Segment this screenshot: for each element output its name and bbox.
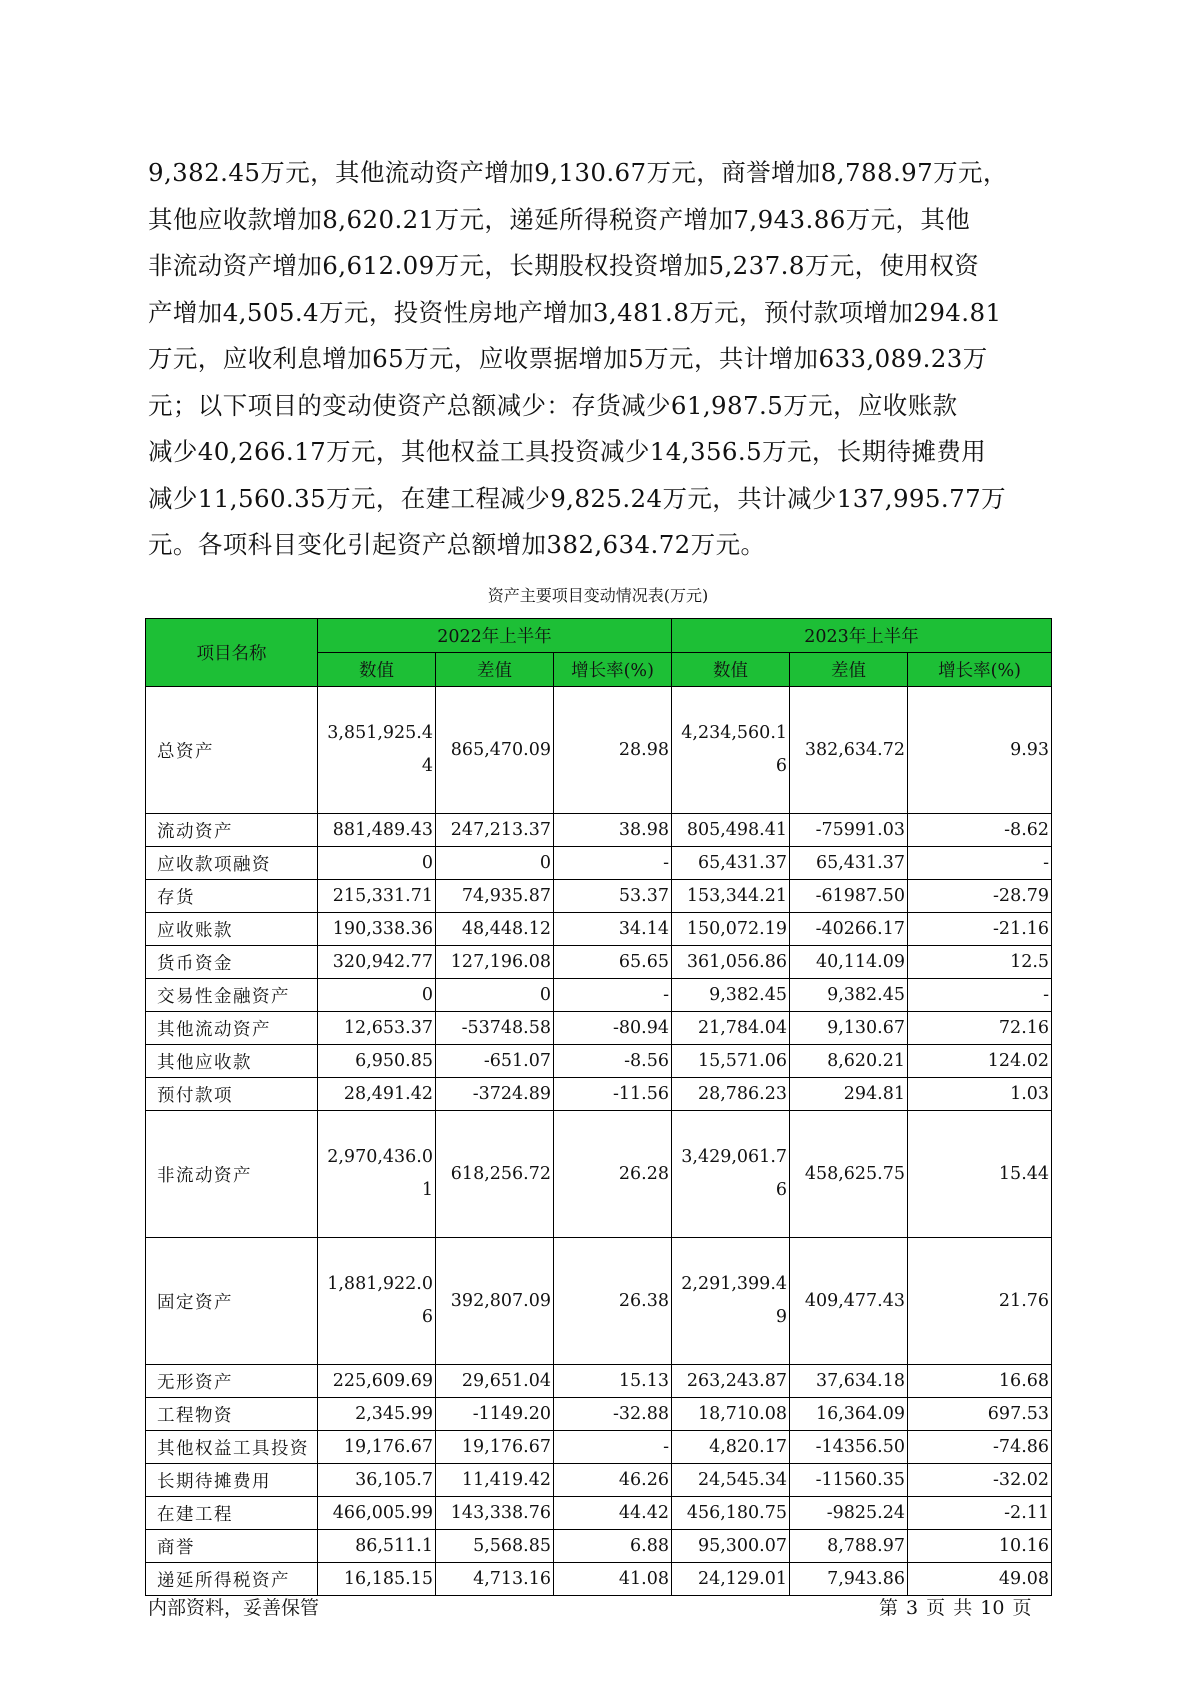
diff-2022-cell: -651.07	[436, 1045, 554, 1078]
rate-2023-cell: -28.79	[908, 880, 1052, 913]
rate-2023-cell: 49.08	[908, 1563, 1052, 1596]
value-2022-cell: 320,942.77	[318, 946, 436, 979]
table-row	[146, 913, 1052, 946]
value-2022-cell: 36,105.7	[318, 1464, 436, 1497]
body-paragraph	[148, 150, 1048, 569]
value-2023-cell: 28,786.23	[672, 1078, 790, 1111]
value-2022-cell: 0	[318, 979, 436, 1012]
rate-2022-cell: 44.42	[554, 1497, 672, 1530]
value-2023-cell: 9,382.45	[672, 979, 790, 1012]
diff-2023-cell: -75991.03	[790, 814, 908, 847]
table-row	[146, 1431, 1052, 1464]
diff-2023-cell: -14356.50	[790, 1431, 908, 1464]
item-name-cell: 总资产	[146, 687, 318, 814]
rate-2023-cell: -	[908, 847, 1052, 880]
item-name-cell: 无形资产	[146, 1365, 318, 1398]
value-2022-cell: 2,970,436.01	[318, 1111, 436, 1238]
diff-header: 差值	[436, 653, 554, 687]
item-name-cell: 工程物资	[146, 1398, 318, 1431]
diff-2023-cell: 294.81	[790, 1078, 908, 1111]
value-2022-cell: 86,511.1	[318, 1530, 436, 1563]
table-row	[146, 1563, 1052, 1596]
diff-2023-cell: 9,382.45	[790, 979, 908, 1012]
diff-2022-cell: -3724.89	[436, 1078, 554, 1111]
paragraph-line: 万元，应收利息增加65万元，应收票据增加5万元，共计增加633,089.23万	[148, 344, 988, 373]
value-2022-cell: 3,851,925.44	[318, 687, 436, 814]
period-2023-header: 2023年上半年	[672, 619, 1052, 653]
value-2023-cell: 21,784.04	[672, 1012, 790, 1045]
diff-2022-cell: 0	[436, 847, 554, 880]
value-2023-cell: 456,180.75	[672, 1497, 790, 1530]
diff-2023-cell: 16,364.09	[790, 1398, 908, 1431]
diff-2023-cell: 382,634.72	[790, 687, 908, 814]
value-2023-cell: 3,429,061.76	[672, 1111, 790, 1238]
value-2022-cell: 881,489.43	[318, 814, 436, 847]
paragraph-line: 元。各项科目变化引起资产总额增加382,634.72万元。	[148, 530, 766, 559]
rate-2022-cell: -80.94	[554, 1012, 672, 1045]
value-2023-cell: 24,545.34	[672, 1464, 790, 1497]
item-name-cell: 交易性金融资产	[146, 979, 318, 1012]
value-2023-cell: 2,291,399.49	[672, 1238, 790, 1365]
rate-2023-cell: 1.03	[908, 1078, 1052, 1111]
diff-2023-cell: -11560.35	[790, 1464, 908, 1497]
diff-2023-cell: 8,788.97	[790, 1530, 908, 1563]
paragraph-line: 9,382.45万元，其他流动资产增加9,130.67万元，商誉增加8,788.97万元，	[148, 158, 1008, 187]
item-name-cell: 货币资金	[146, 946, 318, 979]
item-name-cell: 存货	[146, 880, 318, 913]
footer-page-number: 第 3 页 共 10 页	[879, 1597, 1032, 1619]
rate-2023-cell: -32.02	[908, 1464, 1052, 1497]
diff-2023-cell: -40266.17	[790, 913, 908, 946]
rate-2023-cell: 124.02	[908, 1045, 1052, 1078]
rate-2022-cell: -	[554, 979, 672, 1012]
footer-confidential-note: 内部资料，妥善保管	[148, 1597, 320, 1619]
diff-2022-cell: -53748.58	[436, 1012, 554, 1045]
diff-2022-cell: 48,448.12	[436, 913, 554, 946]
paragraph-line: 非流动资产增加6,612.09万元，长期股权投资增加5,237.8万元，使用权资	[148, 251, 980, 280]
rate-2023-cell: -21.16	[908, 913, 1052, 946]
paragraph-line: 减少40,266.17万元，其他权益工具投资减少14,356.5万元，长期待摊费用	[148, 437, 987, 466]
rate-2023-cell: 10.16	[908, 1530, 1052, 1563]
item-name-cell: 商誉	[146, 1530, 318, 1563]
table-row	[146, 946, 1052, 979]
item-name-cell: 固定资产	[146, 1238, 318, 1365]
diff-2022-cell: 392,807.09	[436, 1238, 554, 1365]
item-name-cell: 其他流动资产	[146, 1012, 318, 1045]
diff-2022-cell: -1149.20	[436, 1398, 554, 1431]
value-2022-cell: 12,653.37	[318, 1012, 436, 1045]
paragraph-line: 其他应收款增加8,620.21万元，递延所得税资产增加7,943.86万元，其他	[148, 204, 971, 234]
value-2022-cell: 1,881,922.06	[318, 1238, 436, 1365]
rate-2022-cell: 46.26	[554, 1464, 672, 1497]
value-2022-cell: 0	[318, 847, 436, 880]
value-2022-cell: 6,950.85	[318, 1045, 436, 1078]
rate-2023-cell: 15.44	[908, 1111, 1052, 1238]
value-2022-cell: 466,005.99	[318, 1497, 436, 1530]
rate-header: 增长率(%)	[554, 653, 672, 687]
table-row	[146, 1078, 1052, 1111]
rate-2023-cell: 9.93	[908, 687, 1052, 814]
rate-2023-cell: -2.11	[908, 1497, 1052, 1530]
rate-2022-cell: 41.08	[554, 1563, 672, 1596]
table-row	[146, 1111, 1052, 1238]
rate-2022-cell: -	[554, 847, 672, 880]
rate-2023-cell: -	[908, 979, 1052, 1012]
table-row	[146, 979, 1052, 1012]
table-body	[146, 687, 1052, 1596]
value-header: 数值	[318, 653, 436, 687]
rate-2022-cell: -11.56	[554, 1078, 672, 1111]
value-2023-cell: 361,056.86	[672, 946, 790, 979]
table-row	[146, 880, 1052, 913]
value-2023-cell: 4,820.17	[672, 1431, 790, 1464]
rate-2022-cell: 38.98	[554, 814, 672, 847]
rate-2022-cell: -8.56	[554, 1045, 672, 1078]
table-row	[146, 1398, 1052, 1431]
item-name-cell: 应收账款	[146, 913, 318, 946]
table-row	[146, 847, 1052, 880]
diff-2022-cell: 865,470.09	[436, 687, 554, 814]
item-name-cell: 长期待摊费用	[146, 1464, 318, 1497]
diff-2023-cell: 458,625.75	[790, 1111, 908, 1238]
rate-2022-cell: 65.65	[554, 946, 672, 979]
value-2023-cell: 805,498.41	[672, 814, 790, 847]
rate-2022-cell: 53.37	[554, 880, 672, 913]
rate-2023-cell: 12.5	[908, 946, 1052, 979]
rate-2022-cell: -32.88	[554, 1398, 672, 1431]
value-2022-cell: 2,345.99	[318, 1398, 436, 1431]
item-name-header: 项目名称	[146, 619, 318, 687]
diff-2022-cell: 0	[436, 979, 554, 1012]
diff-2022-cell: 127,196.08	[436, 946, 554, 979]
item-name-cell: 流动资产	[146, 814, 318, 847]
item-name-cell: 其他权益工具投资	[146, 1431, 318, 1464]
rate-2023-cell: 16.68	[908, 1365, 1052, 1398]
item-name-cell: 预付款项	[146, 1078, 318, 1111]
rate-2022-cell: 15.13	[554, 1365, 672, 1398]
table-row	[146, 1012, 1052, 1045]
value-header: 数值	[672, 653, 790, 687]
paragraph-line: 元；以下项目的变动使资产总额减少：存货减少61,987.5万元，应收账款	[148, 390, 958, 420]
diff-2022-cell: 143,338.76	[436, 1497, 554, 1530]
rate-2022-cell: 26.38	[554, 1238, 672, 1365]
item-name-cell: 递延所得税资产	[146, 1563, 318, 1596]
item-name-cell: 应收款项融资	[146, 847, 318, 880]
value-2022-cell: 215,331.71	[318, 880, 436, 913]
rate-2022-cell: 6.88	[554, 1530, 672, 1563]
diff-2022-cell: 618,256.72	[436, 1111, 554, 1238]
table-row	[146, 1464, 1052, 1497]
table-row	[146, 1497, 1052, 1530]
diff-2023-cell: 65,431.37	[790, 847, 908, 880]
diff-2022-cell: 29,651.04	[436, 1365, 554, 1398]
diff-2023-cell: 9,130.67	[790, 1012, 908, 1045]
rate-2022-cell: 28.98	[554, 687, 672, 814]
value-2023-cell: 15,571.06	[672, 1045, 790, 1078]
rate-2023-cell: -8.62	[908, 814, 1052, 847]
period-2022-header: 2022年上半年	[318, 619, 672, 653]
rate-2023-cell: -74.86	[908, 1431, 1052, 1464]
value-2023-cell: 150,072.19	[672, 913, 790, 946]
diff-2023-cell: 40,114.09	[790, 946, 908, 979]
diff-2022-cell: 5,568.85	[436, 1530, 554, 1563]
value-2022-cell: 225,609.69	[318, 1365, 436, 1398]
item-name-cell: 在建工程	[146, 1497, 318, 1530]
rate-2023-cell: 697.53	[908, 1398, 1052, 1431]
rate-header: 增长率(%)	[908, 653, 1052, 687]
value-2022-cell: 28,491.42	[318, 1078, 436, 1111]
diff-2023-cell: 8,620.21	[790, 1045, 908, 1078]
diff-2022-cell: 74,935.87	[436, 880, 554, 913]
value-2023-cell: 95,300.07	[672, 1530, 790, 1563]
table-row	[146, 1045, 1052, 1078]
diff-2023-cell: -9825.24	[790, 1497, 908, 1530]
diff-2022-cell: 19,176.67	[436, 1431, 554, 1464]
diff-2023-cell: 7,943.86	[790, 1563, 908, 1596]
table-row	[146, 1530, 1052, 1563]
rate-2022-cell: 26.28	[554, 1111, 672, 1238]
diff-2023-cell: 37,634.18	[790, 1365, 908, 1398]
diff-2023-cell: 409,477.43	[790, 1238, 908, 1365]
table-row	[146, 814, 1052, 847]
table-row	[146, 687, 1052, 814]
value-2023-cell: 65,431.37	[672, 847, 790, 880]
diff-header: 差值	[790, 653, 908, 687]
diff-2023-cell: -61987.50	[790, 880, 908, 913]
diff-2022-cell: 247,213.37	[436, 814, 554, 847]
value-2022-cell: 16,185.15	[318, 1563, 436, 1596]
paragraph-line: 产增加4,505.4万元，投资性房地产增加3,481.8万元，预付款项增加294.81	[148, 297, 1002, 327]
diff-2022-cell: 11,419.42	[436, 1464, 554, 1497]
value-2022-cell: 190,338.36	[318, 913, 436, 946]
diff-2022-cell: 4,713.16	[436, 1563, 554, 1596]
value-2023-cell: 18,710.08	[672, 1398, 790, 1431]
value-2023-cell: 4,234,560.16	[672, 687, 790, 814]
rate-2022-cell: -	[554, 1431, 672, 1464]
value-2022-cell: 19,176.67	[318, 1431, 436, 1464]
item-name-cell: 其他应收款	[146, 1045, 318, 1078]
rate-2022-cell: 34.14	[554, 913, 672, 946]
value-2023-cell: 153,344.21	[672, 880, 790, 913]
table-caption: 资产主要项目变动情况表(万元)	[487, 586, 709, 605]
item-name-cell: 非流动资产	[146, 1111, 318, 1238]
value-2023-cell: 24,129.01	[672, 1563, 790, 1596]
asset-change-table	[145, 618, 1052, 1596]
table-row	[146, 1238, 1052, 1365]
value-2023-cell: 263,243.87	[672, 1365, 790, 1398]
paragraph-line: 减少11,560.35万元，在建工程减少9,825.24万元，共计减少137,995.77万	[148, 483, 1006, 513]
rate-2023-cell: 72.16	[908, 1012, 1052, 1045]
rate-2023-cell: 21.76	[908, 1238, 1052, 1365]
table-row	[146, 1365, 1052, 1398]
